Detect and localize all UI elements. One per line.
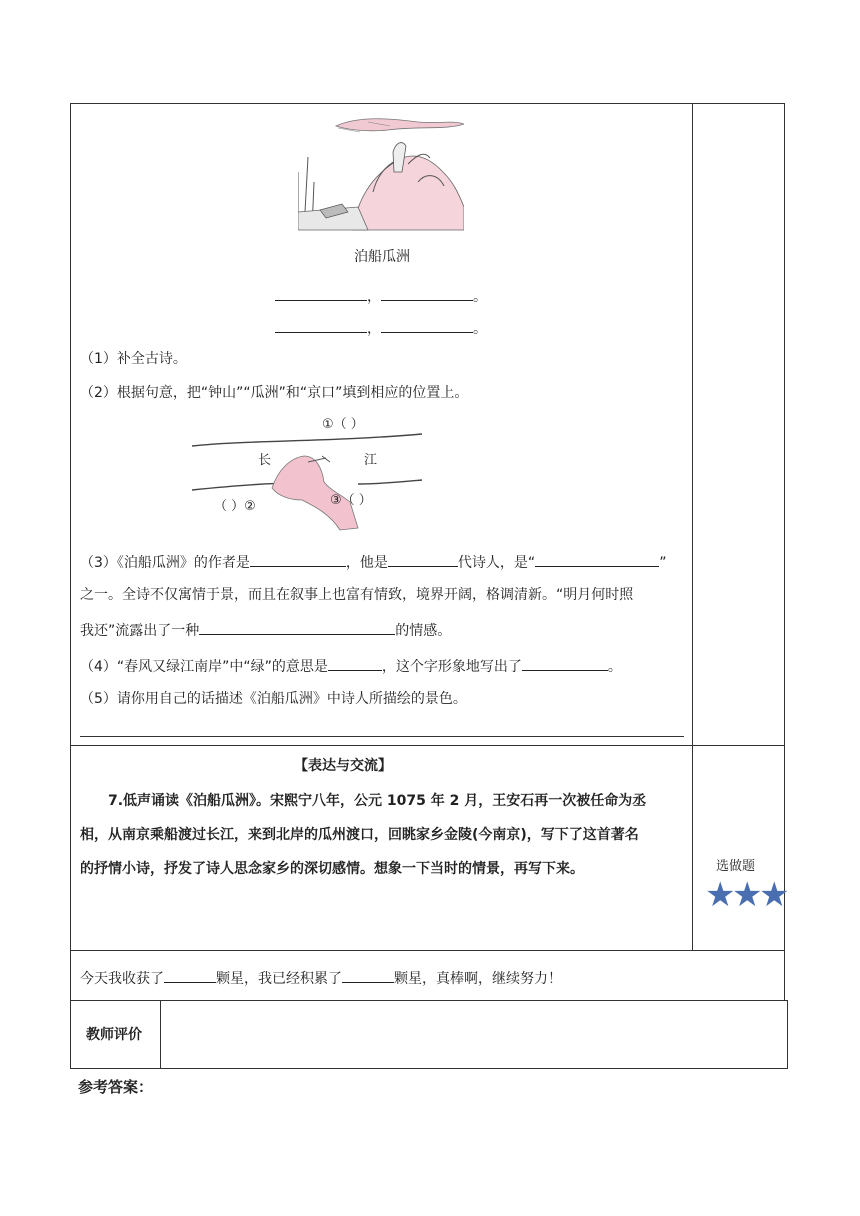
row-divider-2 bbox=[70, 950, 785, 951]
star-icon: ★ bbox=[732, 875, 763, 915]
question-3-line-1: （3）《泊船瓜洲》的作者是 ，他是 代诗人，是“ ” bbox=[80, 552, 666, 572]
poem-line-1 bbox=[275, 286, 487, 306]
answer-blank[interactable] bbox=[342, 968, 394, 983]
answer-blank[interactable] bbox=[388, 552, 458, 567]
answer-blank[interactable] bbox=[250, 552, 346, 567]
answer-blank[interactable] bbox=[381, 318, 473, 333]
answer-blank[interactable] bbox=[381, 286, 473, 301]
teacher-box-right bbox=[787, 1000, 788, 1069]
answer-blank[interactable] bbox=[328, 656, 382, 671]
illustration-caption: 泊船瓜洲 bbox=[354, 249, 410, 265]
poem-line-2 bbox=[275, 318, 487, 338]
paragraph-line: 的抒情小诗，抒发了诗人思念家乡的深切感情。想象一下当时的情景，再写下来。 bbox=[80, 861, 584, 877]
table-left-border bbox=[70, 103, 71, 1000]
summary-line: 今天我收获了 颗星，我已经积累了 颗星，真棒啊，继续努力！ bbox=[80, 968, 562, 988]
answer-blank[interactable] bbox=[535, 552, 659, 567]
poem-illustration bbox=[298, 112, 464, 232]
paragraph-line: 相，从南京乘船渡过长江，来到北岸的瓜州渡口，回眺家乡金陵(今南京)，写下了这首著名 bbox=[80, 827, 639, 843]
row-divider-1 bbox=[70, 745, 785, 746]
question-3-line-3: 我还”流露出了一种 的情感。 bbox=[80, 620, 451, 640]
punctuation: ， bbox=[367, 321, 381, 337]
table-right-border bbox=[784, 103, 785, 1000]
optional-label: 选做题 bbox=[716, 859, 756, 874]
punctuation: ， bbox=[367, 289, 381, 305]
map-marker-3: ③（ ） bbox=[330, 493, 372, 508]
star-icon: ★ bbox=[705, 875, 736, 915]
answer-blank[interactable] bbox=[275, 286, 367, 301]
punctuation: 。 bbox=[473, 321, 487, 337]
question-4: （4）“春风又绿江南岸”中“绿”的意思是 ，这个字形象地写出了 。 bbox=[80, 656, 622, 676]
question-1: （1）补全古诗。 bbox=[80, 351, 187, 367]
question-3-line-2: 之一。全诗不仅寓情于景，而且在叙事上也富有情致，境界开阔，格调清新。“明月何时照 bbox=[80, 587, 634, 603]
teacher-eval-field[interactable] bbox=[162, 1002, 786, 1067]
paragraph-line: 7.低声诵读《泊船瓜洲》。宋熙宁八年，公元 1075 年 2 月，王安石再一次被任命为丞 bbox=[108, 793, 647, 809]
map-label-jiang: 江 bbox=[364, 453, 378, 468]
teacher-box-divider bbox=[160, 1000, 161, 1069]
section-heading: 【表达与交流】 bbox=[294, 758, 392, 774]
map-marker-2: （ ）② bbox=[214, 499, 256, 514]
table-top-border bbox=[70, 103, 785, 104]
punctuation: 。 bbox=[473, 289, 487, 305]
column-divider bbox=[692, 103, 693, 950]
map-label-chang: 长 bbox=[258, 453, 272, 468]
yangtze-map bbox=[190, 410, 430, 540]
teacher-box-left bbox=[70, 1000, 71, 1069]
answers-heading: 参考答案： bbox=[78, 1078, 154, 1096]
map-marker-1: ①（ ） bbox=[322, 417, 364, 432]
answer-line[interactable] bbox=[80, 736, 684, 737]
teacher-eval-label: 教师评价 bbox=[86, 1027, 142, 1043]
answer-blank[interactable] bbox=[522, 656, 608, 671]
question-5: （5）请你用自己的话描述《泊船瓜洲》中诗人所描绘的景色。 bbox=[80, 691, 467, 707]
answer-blank[interactable] bbox=[275, 318, 367, 333]
answer-blank[interactable] bbox=[164, 968, 216, 983]
row-divider-3 bbox=[70, 1000, 788, 1001]
question-2: （2）根据句意，把“钟山”“瓜洲”和“京口”填到相应的位置上。 bbox=[80, 385, 469, 401]
section-paragraph bbox=[80, 784, 686, 886]
star-icon: ★ bbox=[759, 875, 790, 915]
answer-blank[interactable] bbox=[199, 620, 395, 635]
teacher-box-bottom bbox=[70, 1068, 788, 1069]
